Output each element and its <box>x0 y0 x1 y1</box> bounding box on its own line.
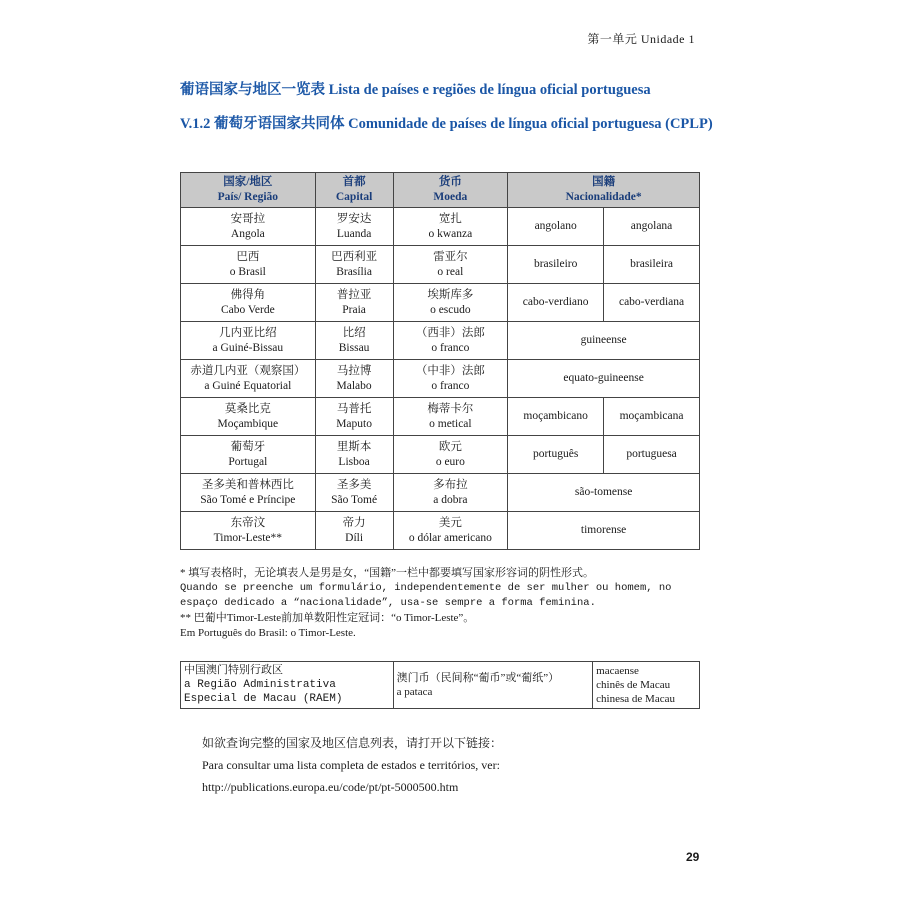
table-header-row <box>181 173 700 208</box>
cplp-table <box>180 172 700 550</box>
country-cell: 赤道几内亚（观察国） a Guiné Equatorial <box>181 360 316 398</box>
nationality-masculine-cell: português <box>508 436 604 474</box>
nationality-cell: são-tomense <box>508 474 700 512</box>
country-cell: 莫桑比克 Moçambique <box>181 398 316 436</box>
footnotes <box>180 566 710 641</box>
capital-cell: 圣多美 São Tomé <box>315 474 393 512</box>
currency-cell: 雷亚尔 o real <box>393 246 508 284</box>
nationality-feminine-cell: portuguesa <box>604 436 700 474</box>
footnote-1-pt: Quando se preenche um formulário, independentemente de ser mulher ou homem, no espaço dedicado a “nacionalidade”, usa-se sempre a forma feminina. <box>180 582 672 609</box>
header-currency: 货币 Moeda <box>393 173 508 208</box>
macau-currency-cell: 澳门币（民间称“葡币”或“葡纸”） a pataca <box>393 662 593 709</box>
currency-cell: （西非）法郎 o franco <box>393 322 508 360</box>
capital-cell: 巴西利亚 Brasília <box>315 246 393 284</box>
country-cell: 巴西 o Brasil <box>181 246 316 284</box>
capital-cell: 帝力 Díli <box>315 512 393 550</box>
macau-table <box>180 661 700 709</box>
capital-cell: 罗安达 Luanda <box>315 208 393 246</box>
nationality-masculine-cell: moçambicano <box>508 398 604 436</box>
consult-zh: 如欲查询完整的国家及地区信息列表，请打开以下链接： <box>202 736 503 750</box>
capital-cell: 里斯本 Lisboa <box>315 436 393 474</box>
page-number: 29 <box>686 850 700 864</box>
consult-pt: Para consultar uma lista completa de estados e territórios, ver: <box>202 758 500 772</box>
footnote-2-zh: ** 巴葡中Timor-Leste前加单数阳性定冠词：“o Timor-Leste”。 <box>180 612 475 624</box>
table-row <box>181 208 700 246</box>
header-capital: 首都 Capital <box>315 173 393 208</box>
nationality-cell: equato-guineense <box>508 360 700 398</box>
nationality-masculine-cell: angolano <box>508 208 604 246</box>
currency-cell: 埃斯库多 o escudo <box>393 284 508 322</box>
nationality-feminine-cell: brasileira <box>604 246 700 284</box>
capital-cell: 马普托 Maputo <box>315 398 393 436</box>
currency-cell: 宽扎 o kwanza <box>393 208 508 246</box>
currency-cell: 欧元 o euro <box>393 436 508 474</box>
table-row <box>181 246 700 284</box>
currency-cell: （中非）法郎 o franco <box>393 360 508 398</box>
nationality-feminine-cell: moçambicana <box>604 398 700 436</box>
capital-cell: 比绍 Bissau <box>315 322 393 360</box>
macau-region-cell: 中国澳门特别行政区 a Região Administrativa Especial de Macau (RAEM) <box>181 662 394 709</box>
nationality-feminine-cell: angolana <box>604 208 700 246</box>
currency-cell: 梅蒂卡尔 o metical <box>393 398 508 436</box>
table-row <box>181 474 700 512</box>
footnote-1-zh: * 填写表格时，无论填表人是男是女，“国籍”一栏中都要填写国家形容词的阴性形式。 <box>180 567 595 579</box>
capital-cell: 普拉亚 Praia <box>315 284 393 322</box>
header-nationality: 国籍 Nacionalidade* <box>508 173 700 208</box>
macau-nationality-cell: macaense chinês de Macau chinesa de Macau <box>593 662 700 709</box>
capital-cell: 马拉博 Malabo <box>315 360 393 398</box>
nationality-cell: guineense <box>508 322 700 360</box>
consult-link[interactable]: http://publications.europa.eu/code/pt/pt-5000500.htm <box>202 780 459 794</box>
table-row <box>181 662 700 709</box>
nationality-masculine-cell: brasileiro <box>508 246 604 284</box>
nationality-masculine-cell: cabo-verdiano <box>508 284 604 322</box>
nationality-feminine-cell: cabo-verdiana <box>604 284 700 322</box>
footnote-2-pt: Em Português do Brasil: o Timor-Leste. <box>180 627 356 639</box>
list-title: 葡语国家与地区一览表 Lista de países e regiões de língua oficial portuguesa <box>180 82 651 98</box>
table-row <box>181 284 700 322</box>
country-cell: 几内亚比绍 a Guiné-Bissau <box>181 322 316 360</box>
country-cell: 佛得角 Cabo Verde <box>181 284 316 322</box>
country-cell: 葡萄牙 Portugal <box>181 436 316 474</box>
cplp-title: V.1.2 葡萄牙语国家共同体 Comunidade de países de língua oficial portuguesa (CPLP) <box>180 116 713 132</box>
currency-cell: 美元 o dólar americano <box>393 512 508 550</box>
consult-block <box>202 732 722 798</box>
country-cell: 安哥拉 Angola <box>181 208 316 246</box>
table-row <box>181 360 700 398</box>
country-cell: 圣多美和普林西比 São Tomé e Príncipe <box>181 474 316 512</box>
table-row <box>181 322 700 360</box>
country-cell: 东帝汶 Timor-Leste** <box>181 512 316 550</box>
table-row <box>181 512 700 550</box>
table-row <box>181 398 700 436</box>
currency-cell: 多布拉 a dobra <box>393 474 508 512</box>
table-row <box>181 436 700 474</box>
header-country: 国家/地区 País/ Região <box>181 173 316 208</box>
nationality-cell: timorense <box>508 512 700 550</box>
running-header: 第一单元 Unidade 1 <box>587 32 695 46</box>
